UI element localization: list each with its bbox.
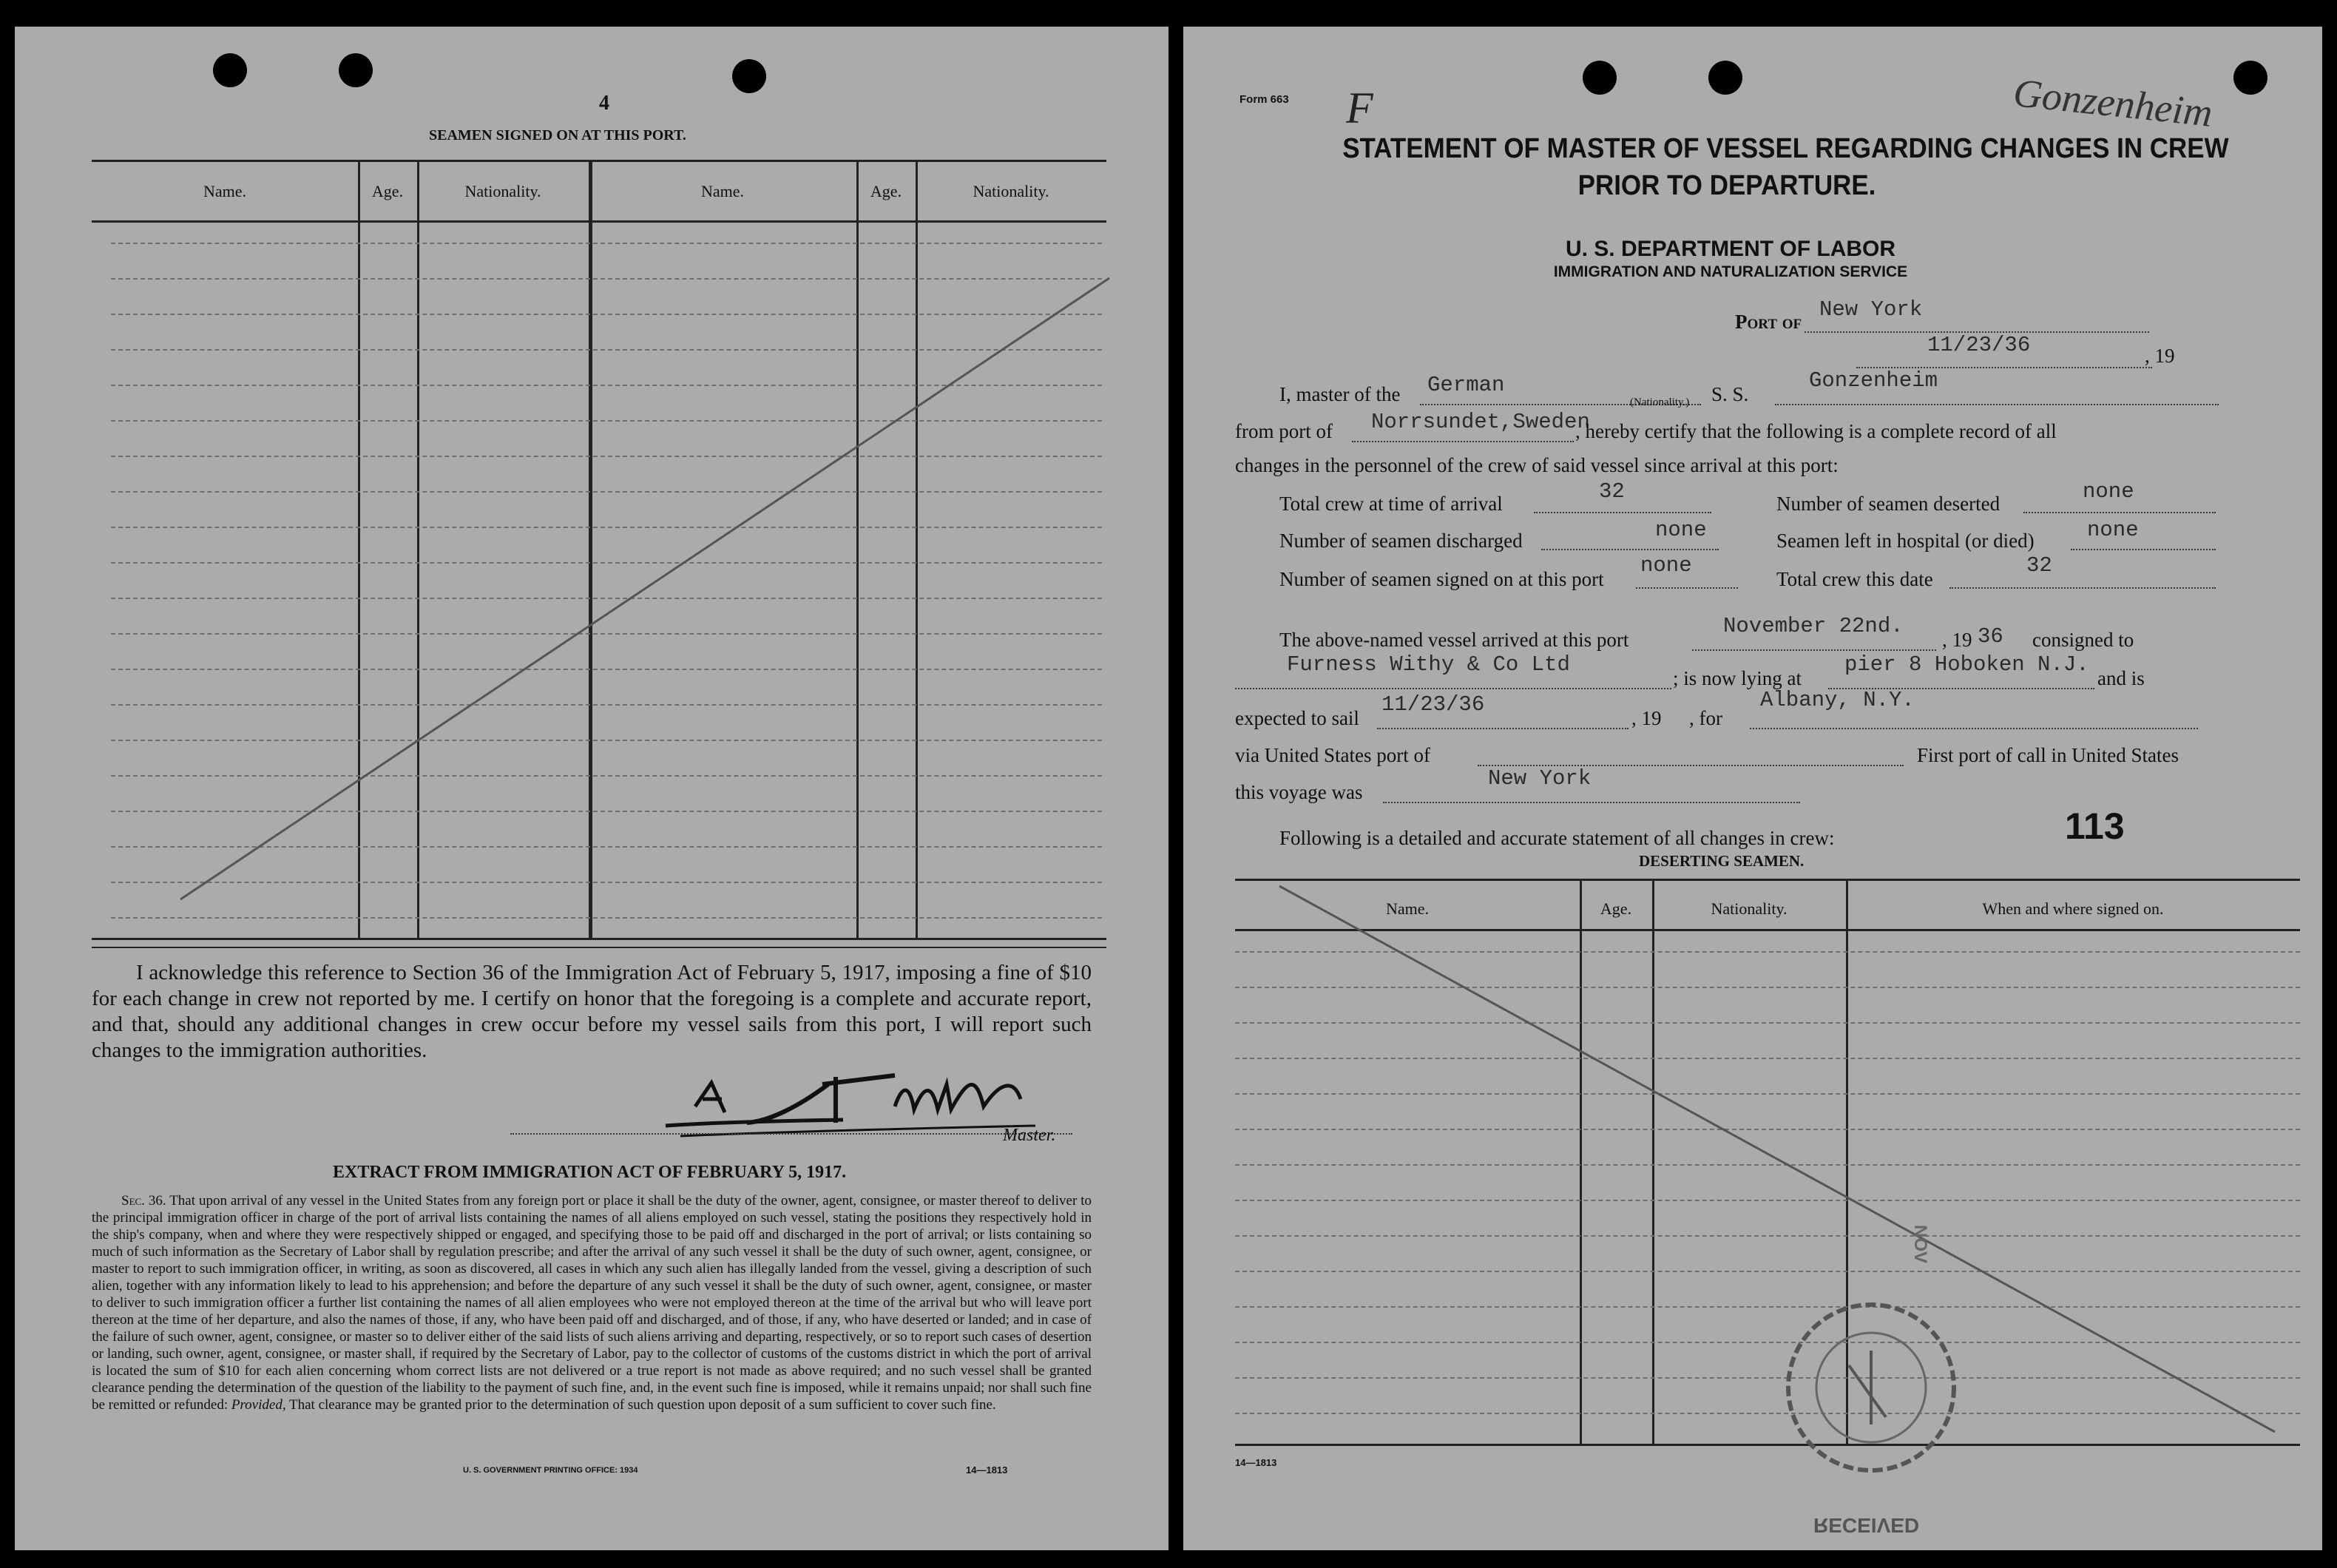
hospital-label: Seamen left in hospital (or died) (1776, 530, 2035, 552)
cancel-diagonal (1183, 27, 2322, 1550)
column-header-name: Name. (700, 182, 745, 200)
voyage-label: this voyage was (1235, 781, 1363, 803)
provided-label: Provided, (231, 1397, 286, 1413)
vessel-value[interactable]: Gonzenheim (1809, 368, 1938, 393)
divider (92, 947, 1106, 948)
column-header-signed-on: When and where signed on. (1982, 899, 2164, 918)
form-code: 14—1813 (966, 1464, 1008, 1476)
for-label: , for (1689, 707, 1722, 729)
discharged-value[interactable]: none (1655, 518, 1707, 542)
signed-on-label: Number of seamen signed on at this port (1279, 568, 1604, 590)
nationality-value[interactable]: German (1427, 373, 1505, 397)
acknowledgement-text: I acknowledge this reference to Section 36 of the Immigration Act of February 5, 1917, imposing a fine of $10 for each change in crew not reported by me. I certify on honor that the foregoing is a complete and accurate report, and that, should any additional changes in crew occur before my vessel sails from this port, I will report such changes to the immigration authorities. (92, 961, 1092, 1062)
deserted-value[interactable]: none (2083, 479, 2134, 504)
from-port-label: from port of (1235, 420, 1333, 442)
following-text: Following is a detailed and accurate statement of all changes in crew: (1279, 827, 1835, 849)
for-value[interactable]: Albany, N.Y. (1760, 688, 1915, 712)
nationality-caption: (Nationality.) (1630, 396, 1690, 408)
discharged-label: Number of seamen discharged (1279, 530, 1523, 552)
arrived-label: The above-named vessel arrived at this port (1279, 629, 1629, 651)
port-value[interactable]: New York (1819, 297, 1923, 322)
via-label: via United States port of (1235, 744, 1430, 766)
total-crew-arrival-label: Total crew at time of arrival (1279, 493, 1503, 515)
total-crew-arrival-value[interactable]: 32 (1599, 479, 1625, 504)
left-page (15, 27, 1168, 1550)
lying-label: ; is now lying at (1673, 667, 1802, 689)
column-header-nationality: Nationality. (1711, 899, 1788, 918)
total-crew-date-label: Total crew this date (1776, 568, 1933, 590)
master-label: Master. (1003, 1126, 1056, 1145)
annotation-f: F (1346, 84, 1373, 132)
certify-text: , hereby certify that the following is a complete record of all (1575, 420, 2057, 442)
sail-label: expected to sail (1235, 707, 1359, 729)
service-name: IMMIGRATION AND NATURALIZATION SERVICE (1553, 263, 1908, 280)
from-port-value[interactable]: Norrsundet,Sweden (1371, 410, 1590, 434)
deserting-title: DESERTING SEAMEN. (1639, 852, 1805, 870)
deserted-label: Number of seamen deserted (1776, 493, 2001, 515)
year-label: , 19 (2145, 345, 2175, 367)
provided-body: That clearance may be granted prior to the determination of such question upon deposit of a sum sufficient to cover such fine. (289, 1397, 996, 1413)
changes-text: changes in the personnel of the crew of said vessel since arrival at this port: (1235, 454, 1839, 476)
consignee-value[interactable]: Furness Withy & Co Ltd (1287, 652, 1570, 677)
form-title-line-1: STATEMENT OF MASTER OF VESSEL REGARDING CHANGES IN CREW (1342, 133, 2229, 164)
sail-value[interactable]: 11/23/36 (1381, 692, 1485, 717)
section-36-text (92, 1192, 1092, 1413)
column-header-name: Name. (203, 182, 247, 200)
column-header-age: Age. (371, 182, 404, 200)
sail-year-label: , 19 (1631, 707, 1662, 729)
column-header-age: Age. (1600, 899, 1632, 918)
master-signature (651, 1055, 1050, 1158)
stamp-number: 113 (2065, 805, 2125, 847)
ss-label: S. S. (1711, 383, 1749, 405)
arrived-value[interactable]: November 22nd. (1723, 614, 1904, 638)
first-port-label: First port of call in United States (1917, 744, 2179, 766)
column-header-name: Name. (1385, 899, 1430, 918)
right-page (1183, 27, 2322, 1550)
signed-on-value[interactable]: none (1640, 553, 1692, 578)
left-page-title: SEAMEN SIGNED ON AT THIS PORT. (429, 127, 686, 143)
arrived-year-prefix: , 19 (1942, 629, 1972, 651)
arrived-year-value[interactable]: 36 (1978, 624, 2003, 649)
date-stamp: NOV (1910, 1225, 1930, 1264)
column-header-age: Age. (870, 182, 902, 200)
form-title-line-2: PRIOR TO DEPARTURE. (1577, 170, 1876, 201)
official-seal (1760, 1284, 1982, 1476)
signature-line (510, 1133, 1072, 1135)
column-header-nationality: Nationality. (464, 182, 541, 200)
section-body: That upon arrival of any vessel in the United States from any foreign port or place it shall be the duty of the owner, agent, consignee, or master thereof to deliver to the principal immigration officer in charge of the port of arrival lists containing the names of all aliens employed on such vessel, stating the positions they respectively hold in the ship's company, when and where they were respectively shipped or engaged, and specifying those to be paid off and discharged in the port of arrival; or lists containing so much of such information as the Secretary of Labor shall by regulation prescribe; and after the arrival of any such vessel it shall be the duty of such owner, agent, consignee, or master to report to such immigration officer, in writing, as soon as discovered, all cases in which any such alien has illegally landed from the vessel, giving a description of such alien, together with any information likely to lead to his apprehension; and before the departure of any such vessel it shall be the duty of such owner, agent, consignee, or master to deliver to such immigration officer a further list containing the names of all alien employees who were not employed thereon at the time of the arrival but who will leave port thereon at the time of her departure, and also the names of those, if any, who have been paid off and discharged, and of those, if any, who have deserted or landed; and in case of the failure of such owner, agent, consignee, or master so to deliver either of the said lists of such aliens arriving and departing, respectively, or so to report such cases of desertion or landing, such owner, agent, consignee, or master shall, if required by the Secretary of Labor, pay to the collector of customs of the customs district in which the port of arrival is located the sum of $10 for each alien concerning whom correct lists are not delivered or a true report is not made as above required; and no such vessel shall be granted clearance pending the determination of the question of the liability to the payment of such fine, and, in the event such fine is imposed, while it remains unpaid; nor shall such fine be remitted or refunded: (92, 1193, 1092, 1413)
section-label: Sec. 36. (121, 1193, 166, 1209)
printer-credit: U. S. GOVERNMENT PRINTING OFFICE: 1934 (463, 1466, 638, 1475)
column-header-nationality: Nationality. (973, 182, 1049, 200)
voyage-value[interactable]: New York (1488, 766, 1592, 791)
form-code: 14—1813 (1235, 1457, 1277, 1468)
total-crew-date-value[interactable]: 32 (2026, 553, 2052, 578)
extract-title: EXTRACT FROM IMMIGRATION ACT OF FEBRUARY 5, 1917. (333, 1163, 847, 1182)
form-number: Form 663 (1239, 93, 1289, 106)
consigned-label: consigned to (2032, 629, 2134, 651)
date-value[interactable]: 11/23/36 (1927, 333, 2031, 357)
department-name: U. S. DEPARTMENT OF LABOR (1565, 237, 1896, 261)
hospital-value[interactable]: none (2087, 518, 2139, 542)
port-label: Port of (1735, 311, 1802, 333)
handwritten-vessel-name: Gonzenheim (2011, 70, 2215, 135)
received-stamp: RECEIVED (1813, 1514, 1920, 1537)
lying-value[interactable]: pier 8 Hoboken N.J. (1844, 652, 2089, 677)
master-of-label: I, master of the (1279, 383, 1401, 405)
cancel-diagonal (15, 27, 1168, 988)
page-number: 4 (599, 92, 609, 115)
and-is-label: and is (2097, 667, 2145, 689)
